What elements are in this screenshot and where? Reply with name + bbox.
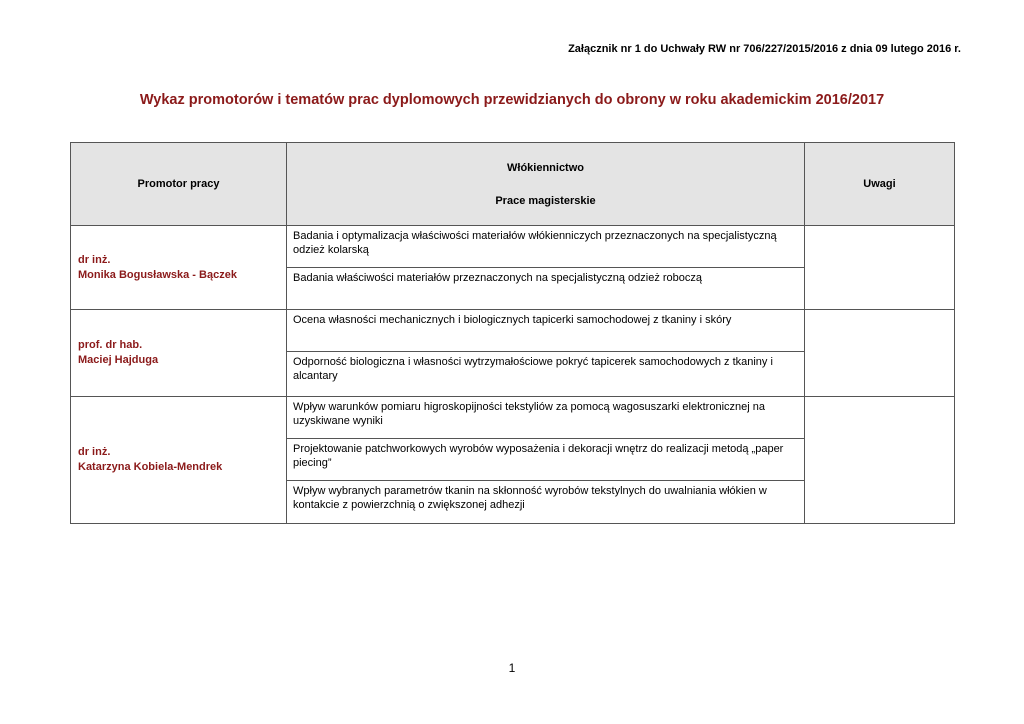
promotor-name: Maciej Hajduga [78, 354, 159, 366]
supervisors-table [70, 142, 955, 524]
promotor-cell [71, 397, 287, 524]
header-promotor: Promotor pracy [71, 143, 287, 226]
thesis-topic: Odporność biologiczna i własności wytrzymałościowe pokryć tapicerek samochodowych z tkaniny i alcantary [287, 352, 805, 397]
thesis-topic: Badania właściwości materiałów przeznaczonych na specjalistyczną odzież roboczą [287, 268, 805, 310]
notes-cell [805, 397, 955, 524]
table-row [71, 397, 955, 439]
promotor-degree: dr inż. [78, 446, 111, 458]
header-thesis-type: Prace magisterskie [495, 194, 596, 207]
thesis-topic: Badania i optymalizacja właściwości materiałów włókienniczych przeznaczonych na specjalistyczną odzież kolarską [287, 226, 805, 268]
thesis-topic: Ocena własności mechanicznych i biologicznych tapicerki samochodowej z tkaniny i skóry [287, 310, 805, 352]
page-number: 1 [508, 661, 516, 675]
header-notes: Uwagi [805, 143, 955, 226]
promotor-name: Monika Bogusławska - Bączek [78, 268, 237, 281]
thesis-topic: Projektowanie patchworkowych wyrobów wyposażenia i dekoracji wnętrz do realizacji metodą „paper piecing” [287, 439, 805, 481]
header-field-name: Włókiennictwo [507, 161, 584, 174]
notes-cell [805, 226, 955, 310]
promotor-cell [71, 310, 287, 397]
promotor-degree: dr inż. [78, 253, 111, 266]
thesis-topic: Wpływ warunków pomiaru higroskopijności tekstyliów za pomocą wagosuszarki elektronicznej na uzyskiwane wyniki [287, 397, 805, 439]
attachment-note: Załącznik nr 1 do Uchwały RW nr 706/227/2015/2016 z dnia 09 lutego 2016 r. [568, 43, 961, 55]
table-row [71, 310, 955, 352]
thesis-topic: Wpływ wybranych parametrów tkanin na skłonność wyrobów tekstylnych do uwalniania włókien w kontakcie z powierzchnią o zwiększonej adhezji [287, 481, 805, 524]
header-field [287, 143, 805, 226]
promotor-cell [71, 226, 287, 310]
document-title: Wykaz promotorów i tematów prac dyplomowych przewidzianych do obrony w roku akademickim 2016/2017 [139, 92, 885, 108]
promotor-degree: prof. dr hab. [78, 339, 143, 351]
table-header-row [71, 143, 955, 226]
promotor-name: Katarzyna Kobiela-Mendrek [78, 461, 223, 473]
notes-cell [805, 310, 955, 397]
table-row [71, 226, 955, 268]
